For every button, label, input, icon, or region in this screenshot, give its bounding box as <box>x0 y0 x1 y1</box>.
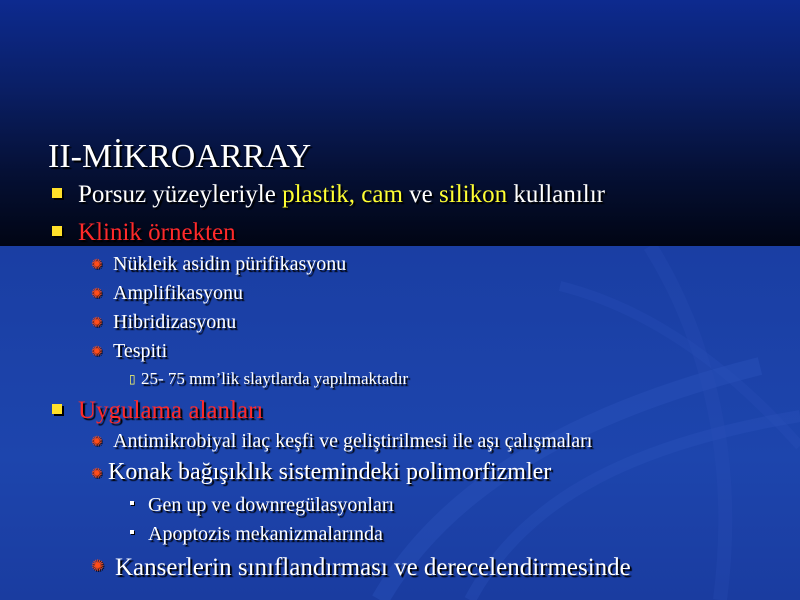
star-bullet-icon: ✺ <box>91 287 103 302</box>
box-bullet-icon: ▯ <box>129 372 136 386</box>
dot-bullet-icon <box>130 530 134 534</box>
application-apoptosis: Apoptozis mekanizmalarında <box>148 523 383 545</box>
clinical-sample-heading: Klinik örnekten <box>78 219 236 246</box>
highlight-silicon: silikon <box>439 181 508 208</box>
star-bullet-icon: ✺ <box>91 467 103 482</box>
star-bullet-icon: ✺ <box>91 258 103 273</box>
step-detection: Tespiti <box>113 340 168 362</box>
bullet-materials-text: Porsuz yüzeyleriyle <box>78 181 283 208</box>
star-bullet-icon: ✺ <box>91 316 103 331</box>
bullet-materials-end: kullanılır <box>507 181 606 208</box>
star-bullet-icon: ✺ <box>91 435 103 450</box>
bullet-materials <box>78 181 605 209</box>
star-bullet-icon: ✺ <box>91 345 103 360</box>
application-cancer-classification: Kanserlerin sınıflandırması ve derecelendirmesinde <box>115 554 631 581</box>
highlight-plastic-glass: plastik, cam <box>282 181 403 208</box>
square-bullet-icon <box>52 188 62 198</box>
square-bullet-icon <box>52 404 62 414</box>
slide-title: II-MİKROARRAY <box>48 138 312 175</box>
square-bullet-icon <box>52 226 62 236</box>
step-purification: Nükleik asidin pürifikasyonu <box>113 253 347 275</box>
step-hybridization: Hibridizasyonu <box>113 311 237 333</box>
slide-top-band <box>0 0 800 246</box>
star-bullet-icon: ✺ <box>91 558 105 575</box>
bullet-materials-and: ve <box>402 181 440 208</box>
application-antimicrobial: Antimikrobiyal ilaç keşfi ve geliştirilmesi ile aşı çalışmaları <box>113 430 593 452</box>
dot-bullet-icon <box>130 501 134 505</box>
step-amplification: Amplifikasyonu <box>113 282 243 304</box>
application-gene-regulation: Gen up ve downregülasyonları <box>148 494 395 516</box>
slide-size-note: 25- 75 mm’lik slaytlarda yapılmaktadır <box>141 369 409 388</box>
application-areas-heading: Uygulama alanları <box>78 397 264 424</box>
application-polymorphisms: Konak bağışıklık sistemindeki polimorfizmler <box>108 459 552 485</box>
